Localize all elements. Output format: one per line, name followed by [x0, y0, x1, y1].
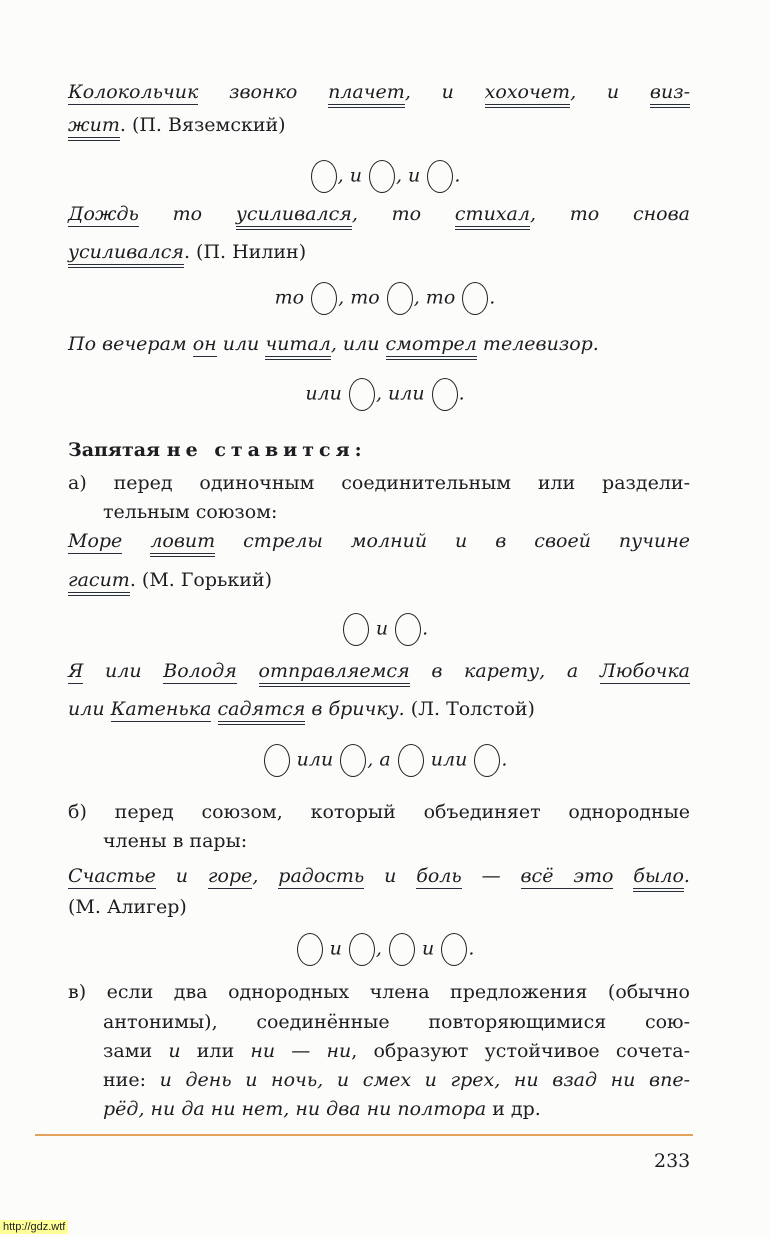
text-segment: то: [138, 203, 236, 225]
subject-word: Колокольчик: [68, 81, 199, 103]
text-line: [103, 1037, 690, 1065]
scheme-circle: [340, 744, 366, 777]
predicate-word: ловит: [150, 530, 215, 557]
punctuation-scheme: [0, 378, 770, 411]
predicate-word: плачет: [328, 81, 405, 108]
scheme-circle: [343, 613, 369, 646]
punctuation-scheme: [0, 282, 770, 315]
text-segment: (Л. Толстой): [404, 698, 535, 720]
text-segment: , или: [375, 382, 431, 405]
text-segment: , то: [413, 286, 462, 309]
text-line: [103, 1095, 690, 1123]
text-segment: По вечерам: [68, 333, 193, 355]
text-segment: . (М. Горький): [129, 569, 272, 591]
predicate-word: жит: [68, 114, 120, 141]
predicate-word: гасит: [68, 569, 130, 596]
punctuation-scheme: [0, 613, 770, 646]
subject-word: Счастье: [68, 865, 156, 887]
scheme-circle: [398, 744, 424, 777]
text-segment: ,: [252, 865, 279, 887]
text-segment: или: [216, 333, 266, 355]
scheme-circle: [462, 282, 488, 315]
text-segment: рёд, ни да ни нет, ни два ни полтора: [103, 1098, 487, 1120]
text-segment: [613, 865, 633, 887]
text-segment: и: [155, 865, 208, 887]
text-segment: , или: [330, 333, 386, 355]
text-segment: ни — ни: [250, 1040, 352, 1062]
subject-word: Катенька: [110, 698, 212, 720]
text-line: [68, 330, 690, 358]
predicate-word: отправляемся: [259, 660, 410, 687]
text-segment: ние:: [103, 1069, 160, 1091]
text-line: [68, 436, 690, 464]
text-segment: , то: [351, 203, 455, 225]
text-segment: . (П. Нилин): [183, 241, 307, 263]
subject-word: Дождь: [68, 203, 139, 225]
text-segment: стрелы молний и в своей пучине: [215, 530, 690, 552]
text-line: [68, 238, 690, 266]
text-segment: или: [290, 748, 340, 771]
text-segment: [211, 698, 217, 720]
text-line: [68, 469, 690, 497]
subject-word: боль: [416, 865, 462, 887]
text-segment: и др.: [486, 1098, 541, 1120]
scheme-circle: [349, 933, 375, 966]
scheme-circle: [297, 933, 323, 966]
predicate-word: стихал: [455, 203, 530, 230]
text-line: [103, 498, 690, 526]
text-segment: или: [424, 748, 474, 771]
watermark-link[interactable]: http://gdz.wtf: [0, 1220, 68, 1234]
text-segment: или: [305, 382, 348, 405]
text-line: [68, 111, 690, 139]
text-line: [68, 798, 690, 826]
predicate-word: было: [633, 865, 684, 892]
text-segment: .: [501, 748, 508, 771]
text-segment: :: [354, 439, 362, 461]
text-segment: и: [168, 1040, 181, 1062]
text-line: [68, 862, 690, 890]
text-segment: —: [461, 865, 521, 887]
text-segment: , и: [404, 81, 485, 103]
scheme-circle: [474, 744, 500, 777]
punctuation-scheme: [0, 744, 770, 777]
scheme-circle: [395, 613, 421, 646]
text-segment: , то: [338, 286, 386, 309]
scheme-circle: [387, 282, 413, 315]
text-segment: , и: [570, 81, 650, 103]
text-line: [68, 78, 690, 106]
text-line: [68, 200, 690, 228]
text-segment: а) перед одиночным соединительным или раздели-: [68, 472, 690, 494]
text-line: [103, 1066, 690, 1094]
text-segment: . (П. Вяземский): [119, 114, 286, 136]
text-line: [68, 695, 690, 723]
text-segment: и: [416, 937, 441, 960]
text-segment: .: [454, 164, 461, 187]
page-number: 233: [654, 1150, 691, 1172]
subject-word: Любочка: [599, 660, 691, 682]
text-segment: или: [180, 1040, 251, 1062]
text-segment: .: [458, 382, 465, 405]
subject-word: Я: [68, 660, 84, 682]
predicate-word: смотрел: [386, 333, 477, 360]
text-segment: члены в пары:: [103, 830, 248, 852]
text-segment: не ставится: [166, 439, 355, 461]
text-segment: Запятая: [68, 439, 167, 461]
text-line: [68, 978, 690, 1006]
scheme-circle: [349, 378, 375, 411]
text-segment: зами: [103, 1040, 169, 1062]
text-segment: .: [683, 865, 690, 887]
subject-word: Володя: [163, 660, 237, 682]
scheme-circle: [264, 744, 290, 777]
text-segment: ,: [375, 937, 389, 960]
text-line: [103, 1008, 690, 1036]
scheme-circle: [441, 933, 467, 966]
text-segment: , а: [367, 748, 397, 771]
scheme-circle: [427, 160, 453, 193]
predicate-word: читал: [265, 333, 331, 360]
text-segment: , и: [395, 164, 427, 187]
text-line: [68, 657, 690, 685]
text-segment: звонко: [198, 81, 329, 103]
text-segment: (М. Алигер): [68, 896, 187, 918]
scheme-circle: [432, 378, 458, 411]
text-segment: антонимы), соединённые повторяющимися сою-: [103, 1011, 690, 1033]
text-segment: в бричку.: [305, 698, 405, 720]
text-segment: [237, 660, 259, 682]
text-segment: , то снова: [529, 203, 690, 225]
text-segment: .: [422, 617, 429, 640]
text-segment: .: [489, 286, 496, 309]
text-segment: [122, 530, 150, 552]
scheme-circle: [311, 160, 337, 193]
text-segment: .: [468, 937, 475, 960]
text-segment: то: [274, 286, 311, 309]
text-segment: или: [83, 660, 164, 682]
scheme-circle: [369, 160, 395, 193]
text-line: [68, 527, 690, 555]
text-segment: и: [323, 937, 348, 960]
punctuation-scheme: [0, 160, 770, 193]
text-segment: и: [369, 617, 395, 640]
predicate-word: садятся: [218, 698, 306, 725]
predicate-word: хохочет: [485, 81, 570, 108]
scheme-circle: [311, 282, 337, 315]
text-line: [68, 893, 690, 921]
text-segment: и день и ночь, и смех и грех, ни взад ни впе-: [159, 1069, 690, 1091]
footer-rule: [35, 1134, 693, 1136]
text-segment: в) если два однородных члена предложения (обычно: [68, 981, 690, 1003]
text-segment: в карету, а: [409, 660, 600, 682]
text-segment: , и: [337, 164, 368, 187]
predicate-word: усиливался: [68, 241, 184, 268]
text-segment: тельным союзом:: [103, 501, 278, 523]
subject-word: радость: [278, 865, 365, 887]
text-segment: или: [68, 698, 111, 720]
subject-word: горе: [207, 865, 253, 887]
predicate-word: усиливался: [236, 203, 352, 230]
subject-word: Море: [68, 530, 123, 552]
text-line: [103, 827, 690, 855]
text-segment: телевизор.: [476, 333, 599, 355]
subject-word: он: [192, 333, 217, 355]
text-segment: б) перед союзом, который объединяет однородные: [68, 801, 690, 823]
text-segment: и: [364, 865, 417, 887]
text-segment: , образуют устойчивое сочета-: [351, 1040, 690, 1062]
punctuation-scheme: [0, 933, 770, 966]
scheme-circle: [389, 933, 415, 966]
text-line: [68, 566, 690, 594]
predicate-word: виз-: [650, 81, 690, 108]
subject-word: всё это: [520, 865, 614, 887]
